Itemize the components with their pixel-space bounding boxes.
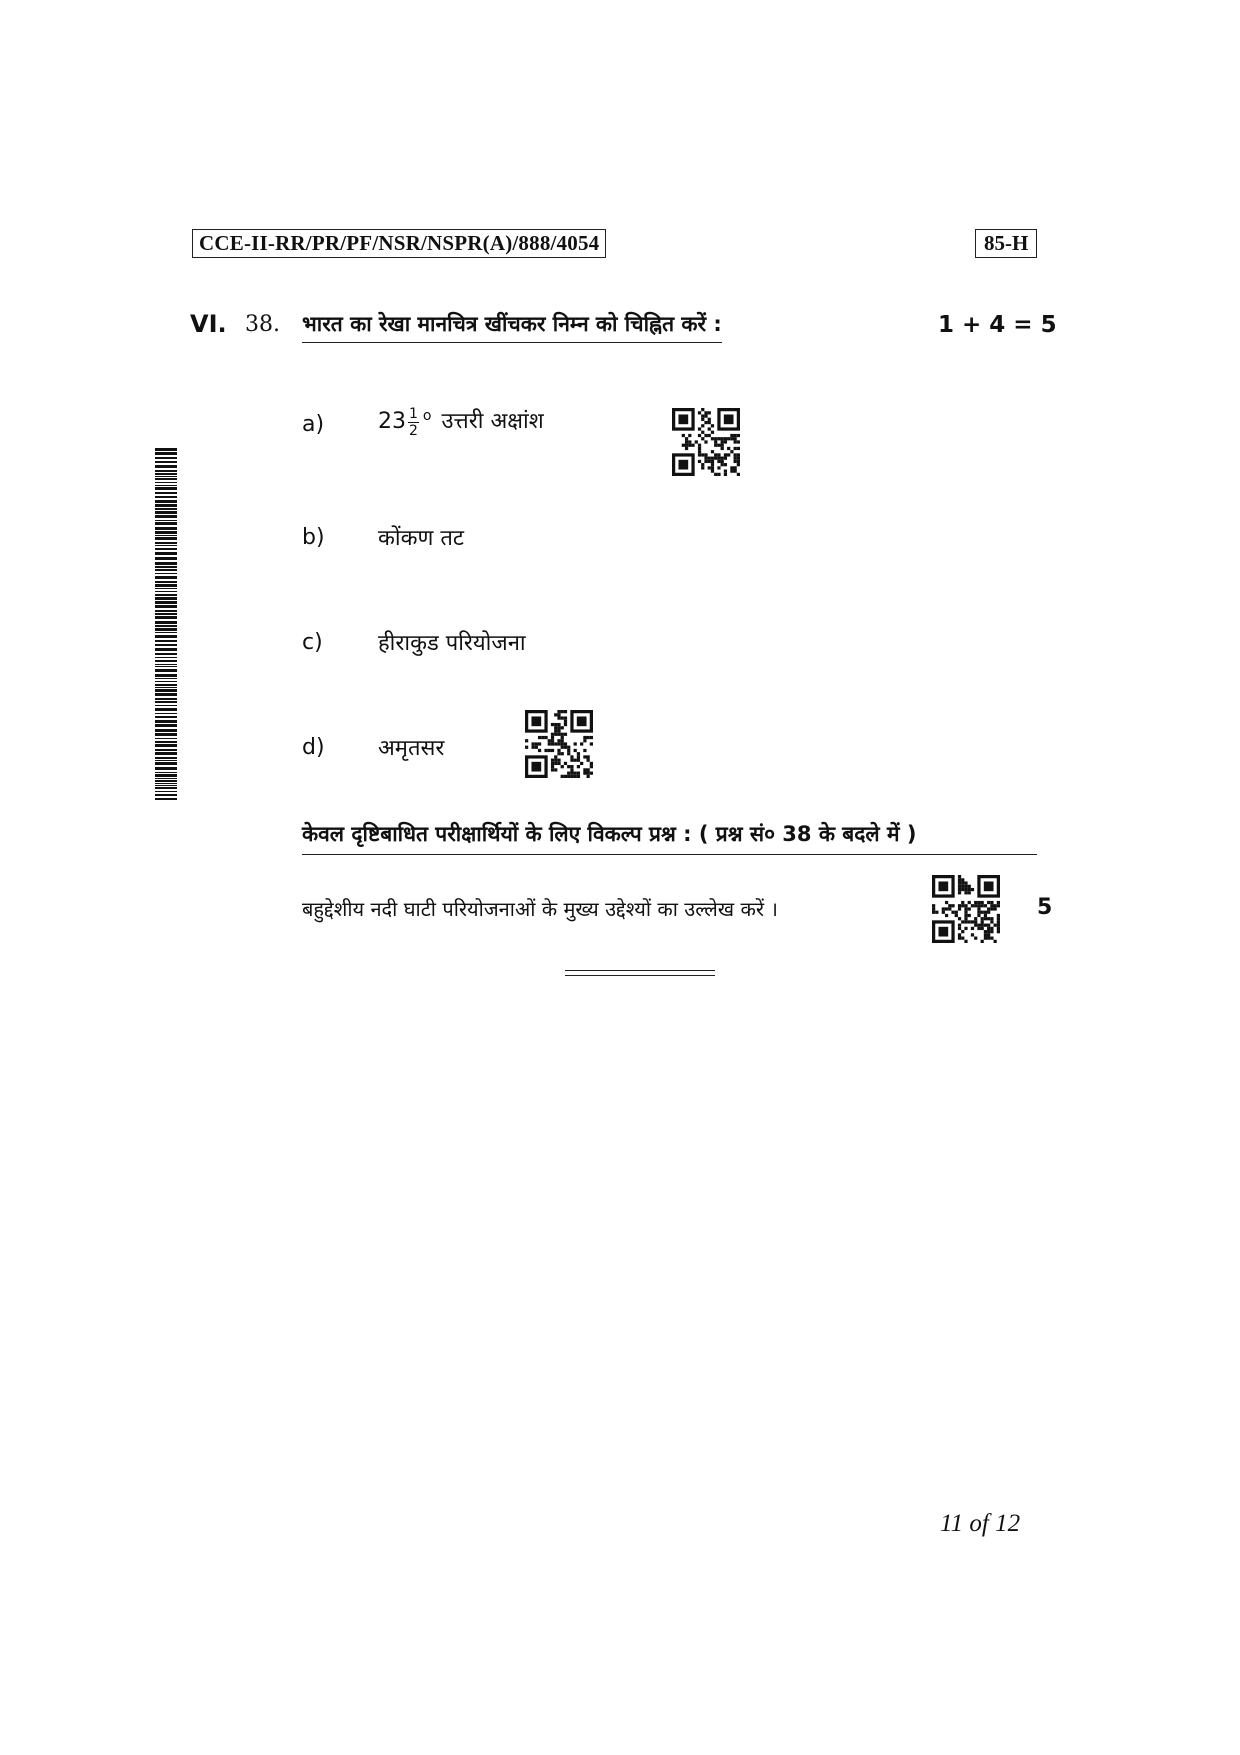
option-a-fraction [408,407,419,438]
option-b-label: b) [302,525,325,550]
fraction-denominator: 2 [409,422,418,439]
option-c-label: c) [302,630,323,655]
fraction-numerator: 1 [409,405,418,422]
degree-symbol: o [422,407,432,424]
option-a-whole: 23 [378,409,406,434]
option-c-text: हीराकुड परियोजना [378,631,526,656]
barcode-icon [155,448,177,800]
option-a-label-text: उत्तरी अक्षांश [441,409,544,434]
question-marks: 1 + 4 = 5 [938,312,1057,338]
document-code: CCE-II-RR/PR/PF/NSR/NSPR(A)/888/4054 [192,229,606,258]
option-a-text [378,405,544,438]
option-b-text: कोंकण तट [378,526,465,551]
page-number: 11 of 12 [940,1510,1021,1537]
option-d-text: अमृतसर [378,736,445,761]
question-number: 38. [245,312,280,337]
section-number: VI. [190,310,227,338]
option-a-label: a) [302,412,325,437]
qr-code-icon [525,710,593,778]
option-d-label: d) [302,735,325,760]
end-of-section-rule [565,970,715,976]
question-text: भारत का रेखा मानचित्र खींचकर निम्न को चिह्नित करें : [302,310,722,343]
qr-code-icon [672,408,740,476]
alternative-question-text: बहुद्देशीय नदी घाटी परियोजनाओं के मुख्य उद्देश्यों का उल्लेख करें । [302,897,778,921]
alternative-question-marks: 5 [1037,895,1053,920]
alternative-question-heading: केवल दृष्टिबाधित परीक्षार्थियों के लिए विकल्प प्रश्न : ( प्रश्न सं० 38 के बदले में ) [302,820,1037,855]
paper-code: 85-H [975,229,1037,258]
qr-code-icon [932,875,1000,943]
